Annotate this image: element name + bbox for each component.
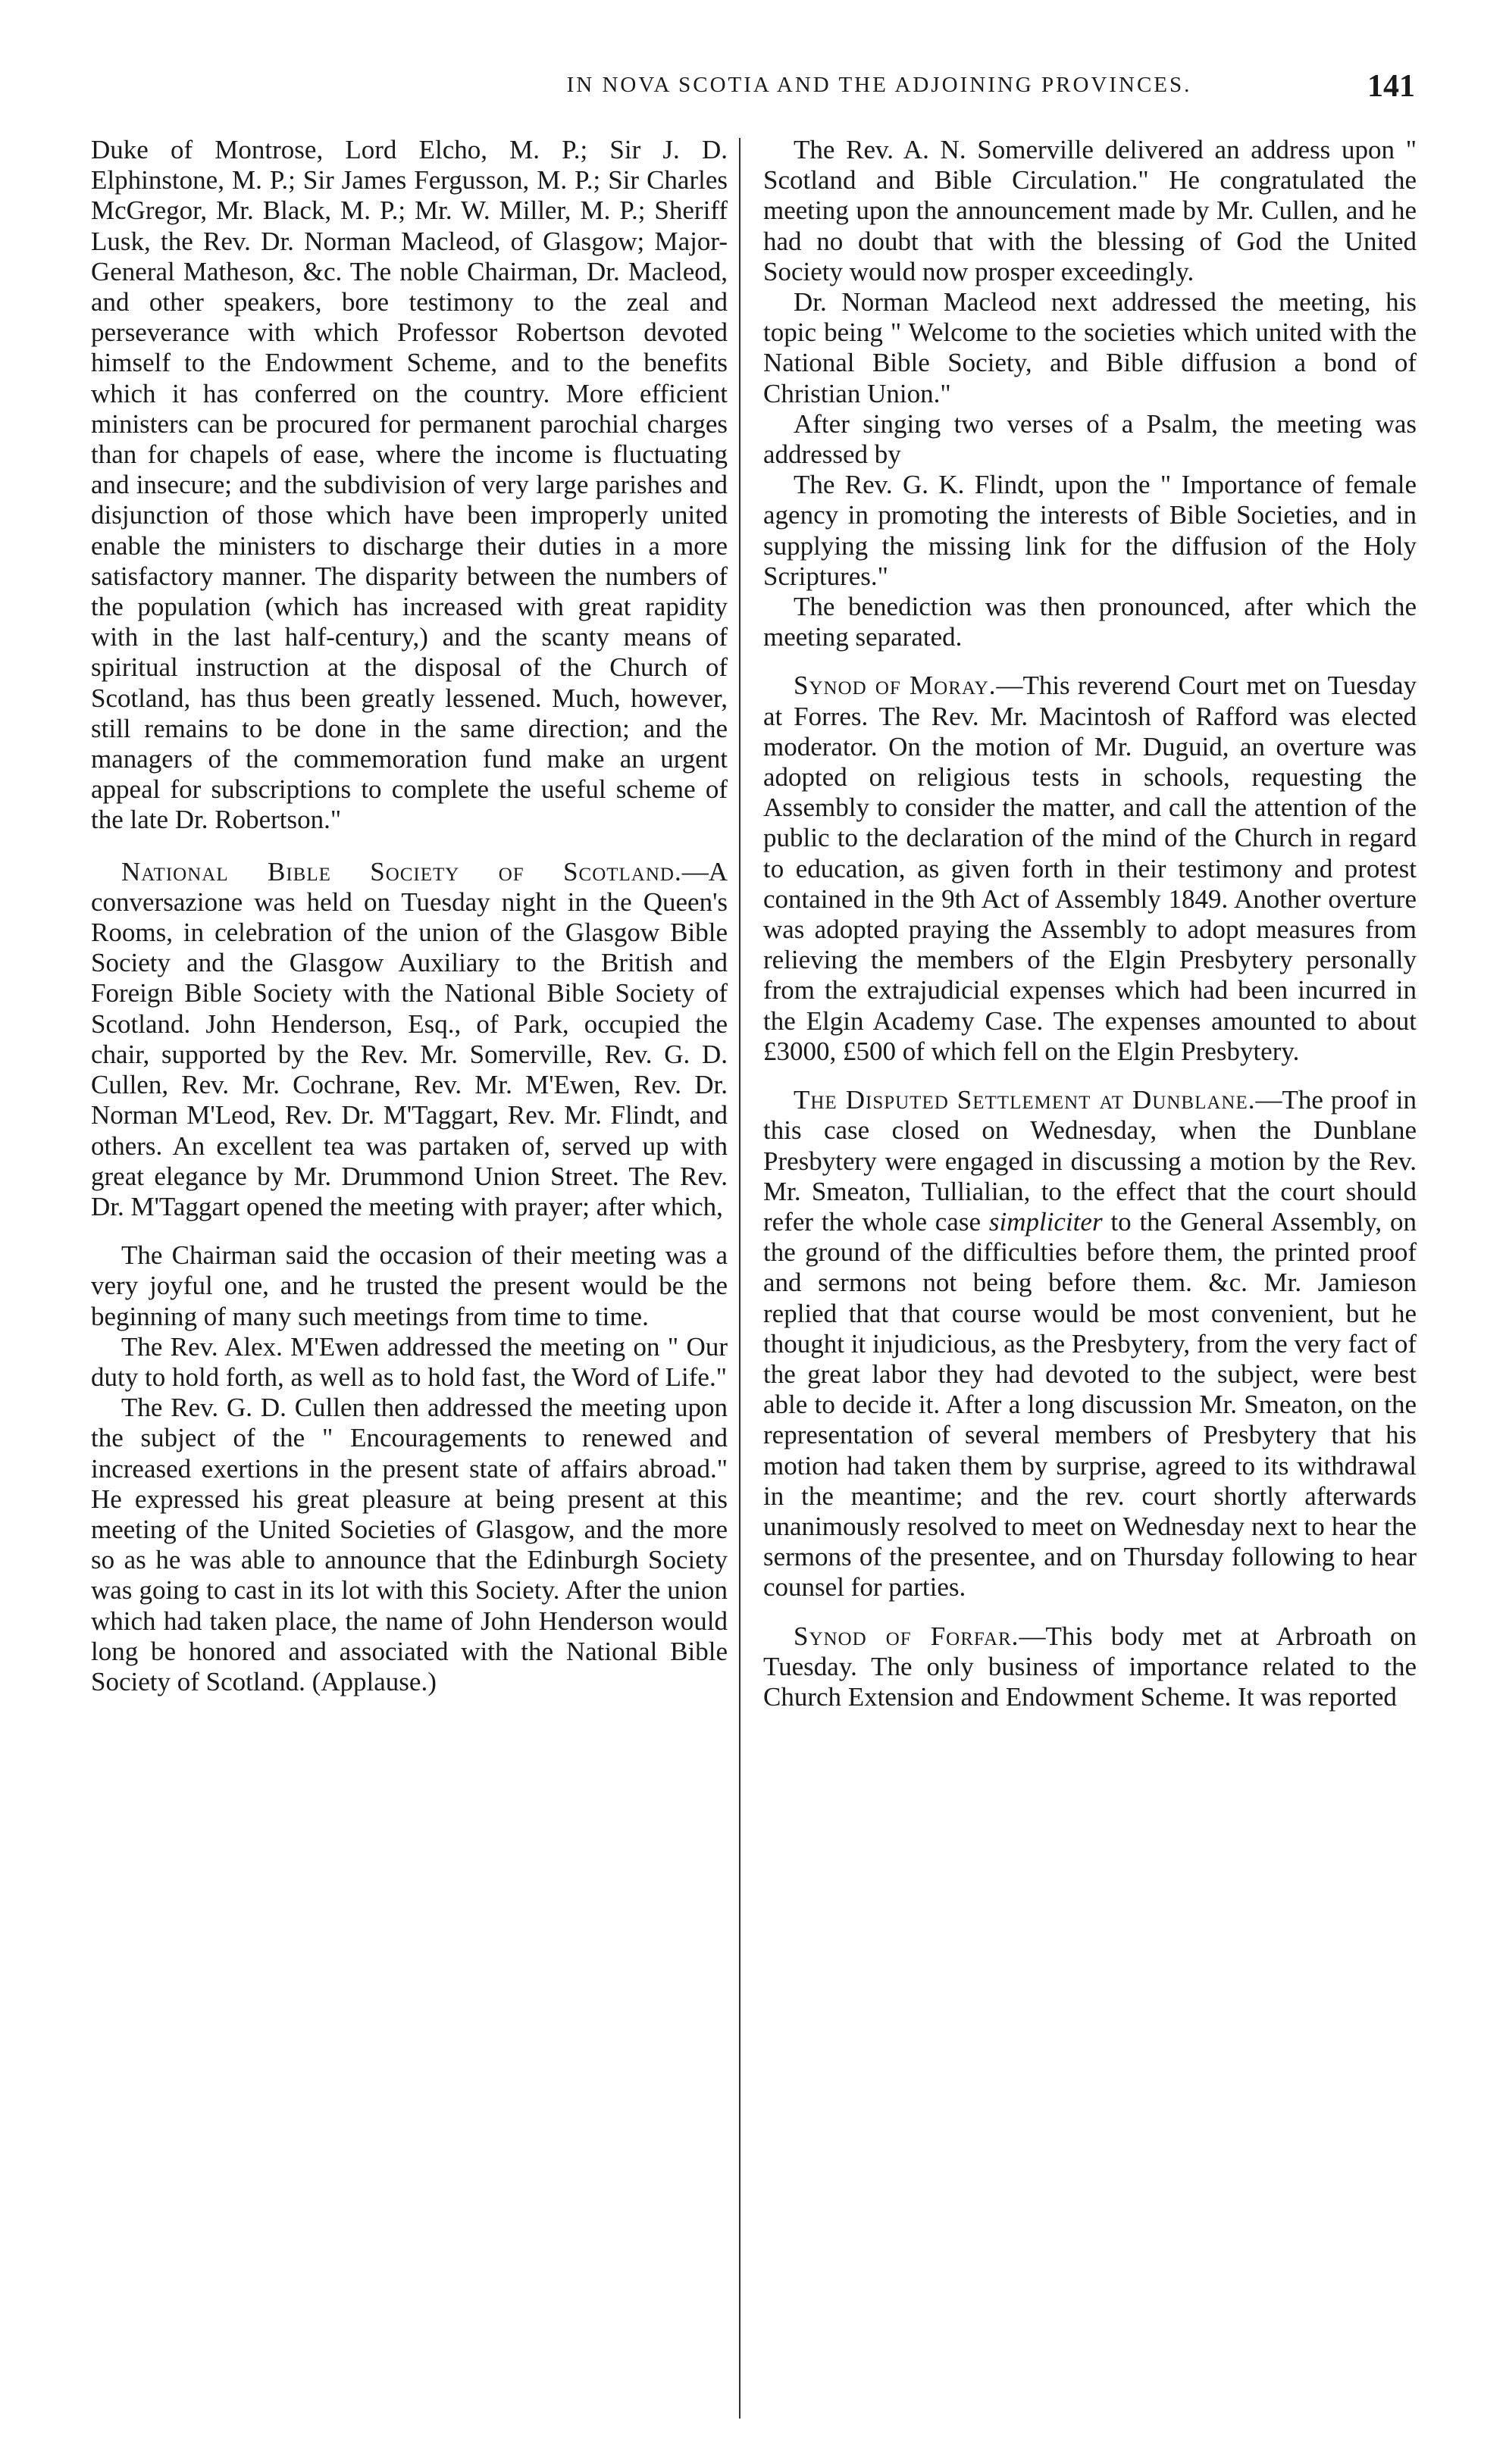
running-title: IN NOVA SCOTIA AND THE ADJOINING PROVINCES.: [566, 73, 1192, 97]
section-body-dunblane-a: —The proof in this case closed on Wednesday, when the Dunblane Presbytery were engaged in discussing a motion by the Rev. Mr. Smeaton, Tullialian, to the effect that the court should refer the whole case: [763, 1085, 1417, 1237]
article-synod-moray: [763, 671, 1417, 1067]
section-heading-dunblane: The Disputed Settlement at Dunblane.: [794, 1085, 1256, 1115]
section-body-synod-forfar: —This body met at Arbroath on Tuesday. The only business of importance related to the Church Extension and Endowment Scheme. It was reported: [763, 1621, 1417, 1712]
paragraph-macleod: Dr. Norman Macleod next addressed the meeting, his topic being " Welcome to the societies which united with the National Bible Society, and Bible diffusion a bond of Christian Union.": [763, 287, 1417, 408]
paragraph-chairman: The Chairman said the occasion of their meeting was a very joyful one, and he trusted the present would be the beginning of many such meetings from time to time.: [91, 1240, 728, 1331]
page-number: 141: [1367, 69, 1415, 104]
paragraph-cullen: The Rev. G. D. Cullen then addressed the meeting upon the subject of the " Encouragements to renewed and increased exertions in the present state of affairs abroad." He expressed his great pleasure at being present at this meeting of the United Societies of Glasgow, and the more so as he was able to announce that the Edinburgh Society was going to cast in its lot with this Society. After the union which had taken place, the name of John Henderson would long be honored and associated with the National Bible Society of Scotland. (Applause.): [91, 1393, 728, 1696]
article-dunblane: [763, 1085, 1417, 1603]
section-body-synod-moray: —This reverend Court met on Tuesday at Forres. The Rev. Mr. Macintosh of Rafford was elected moderator. On the motion of Mr. Duguid, an overture was adopted on religious tests in schools, requesting the Assembly to consider the matter, and call the attention of the public to the declaration of the mind of the Church in regard to education, as given forth in their testimony and protest contained in the 9th Act of Assembly 1849. Another overture was adopted praying the Assembly to adopt measures from relieving the members of the Elgin Presbytery personally from the extrajudicial expenses which had been incurred in the Elgin Academy Case. The expenses amounted to about £3000, £500 of which fell on the Elgin Presbytery.: [763, 671, 1417, 1066]
column-divider: [739, 138, 740, 2419]
paragraph-flindt: The Rev. G. K. Flindt, upon the " Importance of female agency in promoting the interests of Bible Societies, and in supplying the missing link for the diffusion of the Holy Scriptures.": [763, 470, 1417, 591]
paragraph-benediction: The benediction was then pronounced, after which the meeting separated.: [763, 592, 1417, 652]
section-heading-synod-moray: Synod of Moray.: [794, 671, 997, 701]
article-bible-society: [91, 857, 728, 1222]
article-synod-forfar: [763, 1621, 1417, 1713]
paragraph-mewen: The Rev. Alex. M'Ewen addressed the meeting on " Our duty to hold forth, as well as to hold fast, the Word of Life.": [91, 1331, 728, 1392]
page-header: [0, 69, 1506, 118]
left-column: [91, 135, 728, 1697]
italic-simpliciter: simpliciter: [988, 1206, 1103, 1237]
article-endowment-conclusion: Duke of Montrose, Lord Elcho, M. P.; Sir J. D. Elphinstone, M. P.; Sir James Fergusson, M. P.; Sir Charles McGregor, Mr. Black, M. P.; Mr. W. Miller, M. P.; Sheriff Lusk, the Rev. Dr. Norman Macleod, of Glasgow; Major-General Matheson, &c. The noble Chairman, Dr. Macleod, and other speakers, bore testimony to the zeal and perseverance with which Professor Robertson devoted himself to the Endowment Scheme, and to the benefits which it has conferred on the country. More efficient ministers can be procured for permanent parochial charges than for chapels of ease, where the income is fluctuating and insecure; and the subdivision of very large parishes and disjunction of those which have been improperly united enable the ministers to discharge their duties in a more satisfactory manner. The disparity between the numbers of the population (which has increased with great rapidity with in the last half-century,) and the scanty means of spiritual instruction at the disposal of the Church of Scotland, has thus been greatly lessened. Much, however, still remains to be done in the same direction; and the managers of the commemoration fund make an urgent appeal for subscriptions to complete the useful scheme of the late Dr. Robertson.": [91, 135, 728, 835]
section-heading-bible-society: National Bible Society of Scotland.: [121, 856, 682, 886]
section-body-dunblane-b: to the General Assembly, on the ground of the difficulties before them, the printed proof and sermons not being before them. &c. Mr. Jamieson replied that that course would be most convenient, but he thought it injudicious, as the Presbytery, from the very fact of the great labor they had devoted to the subject, were best able to decide it. After a long discussion Mr. Smeaton, on the representation of several members of Presbytery that his motion had taken them by surprise, agreed to its withdrawal in the meantime; and the rev. court shortly afterwards unanimously resolved to meet on Wednesday next to hear the sermons of the presentee, and on Thursday following to hear counsel for parties.: [763, 1206, 1417, 1603]
paragraph-somerville: The Rev. A. N. Somerville delivered an address upon " Scotland and Bible Circulation." He congratulated the meeting upon the announcement made by Mr. Cullen, and he had no doubt that with the blessing of God the United Society would now prosper exceedingly.: [763, 135, 1417, 286]
section-heading-synod-forfar: Synod of Forfar.: [794, 1621, 1019, 1651]
paragraph-psalm: After singing two verses of a Psalm, the meeting was addressed by: [763, 408, 1417, 470]
section-body-bible-society: —A conversazione was held on Tuesday night in the Queen's Rooms, in celebration of the union of the Glasgow Bible Society and the Glasgow Auxiliary to the British and Foreign Bible Society with the National Bible Society of Scotland. John Henderson, Esq., of Park, occupied the chair, supported by the Rev. Mr. Somerville, Rev. G. D. Cullen, Rev. Mr. Cochrane, Rev. Mr. M'Ewen, Rev. Dr. Norman M'Leod, Rev. Dr. M'Taggart, Rev. Mr. Flindt, and others. An excellent tea was partaken of, served up with great elegance by Mr. Drummond Union Street. The Rev. Dr. M'Taggart opened the meeting with prayer; after which,: [91, 856, 728, 1221]
right-column: [763, 135, 1417, 1712]
